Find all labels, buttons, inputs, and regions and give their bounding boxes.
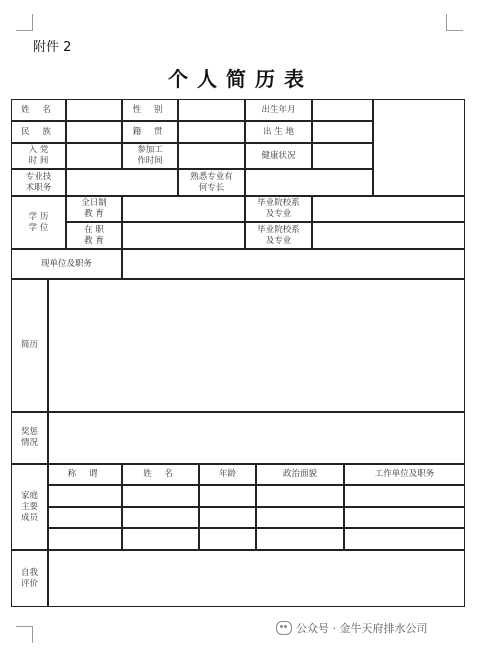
label-inservice-edu: 在 职 教 育 [66,222,122,249]
label-expertise: 熟悉专业有 何专长 [178,169,245,196]
label-current-position: 现单位及职务 [11,249,122,279]
family-row-3-work[interactable] [344,528,465,550]
family-row-2-name[interactable] [122,507,199,528]
family-row-1-name[interactable] [122,485,199,507]
label-graduate-school-inservice: 毕业院校系 及专业 [245,222,312,249]
field-current-position[interactable] [122,249,465,279]
field-birth[interactable] [312,99,373,121]
label-awards: 奖惩 情况 [11,412,48,464]
field-resume[interactable] [48,279,465,412]
label-self-eval: 自我 评价 [11,550,48,607]
family-header-relation: 称 谓 [48,464,122,485]
field-title-tech[interactable] [66,169,178,196]
label-birthplace: 出 生 地 [245,121,312,143]
wechat-icon [276,621,292,635]
photo-box [373,99,465,196]
field-native-place[interactable] [178,121,245,143]
label-party-join: 入 党 时 间 [11,143,66,169]
family-row-3-name[interactable] [122,528,199,550]
field-expertise[interactable] [245,169,373,196]
field-party-join[interactable] [66,143,122,169]
field-ethnicity[interactable] [66,121,122,143]
resume-form-table [12,100,466,608]
family-row-2-relation[interactable] [48,507,122,528]
label-gender: 性 别 [122,99,178,121]
label-family: 家庭 主要 成员 [11,464,48,550]
field-birthplace[interactable] [312,121,373,143]
family-row-2-political[interactable] [256,507,344,528]
family-row-1-relation[interactable] [48,485,122,507]
label-fulltime-edu: 全日制 教 育 [66,196,122,222]
form-title: 个人简历表 [168,67,313,91]
family-header-name: 姓 名 [122,464,199,485]
corner-mark-top-left [16,14,33,31]
family-row-3-relation[interactable] [48,528,122,550]
family-header-age: 年龄 [199,464,256,485]
family-row-3-age[interactable] [199,528,256,550]
label-birth: 出生年月 [245,99,312,121]
field-awards[interactable] [48,412,465,464]
family-header-political: 政治面貌 [256,464,344,485]
label-ethnicity: 民 族 [11,121,66,143]
family-row-1-work[interactable] [344,485,465,507]
family-row-2-work[interactable] [344,507,465,528]
label-title-tech: 专业技 术职务 [11,169,66,196]
label-name: 姓 名 [11,99,66,121]
field-self-eval[interactable] [48,550,465,607]
watermark [276,620,428,636]
field-graduate-school-fulltime[interactable] [312,196,465,222]
field-inservice-edu[interactable] [122,222,245,249]
family-row-1-age[interactable] [199,485,256,507]
family-row-1-political[interactable] [256,485,344,507]
label-native-place: 籍 贯 [122,121,178,143]
label-resume: 简历 [11,279,48,412]
watermark-text: 公众号 · 金牛天府排水公司 [296,622,428,635]
field-graduate-school-inservice[interactable] [312,222,465,249]
field-name[interactable] [66,99,122,121]
label-work-start: 参加工 作时间 [122,143,178,169]
family-header-work: 工作单位及职务 [344,464,465,485]
field-gender[interactable] [178,99,245,121]
label-health: 健康状况 [245,143,312,169]
family-row-2-age[interactable] [199,507,256,528]
corner-mark-bottom-left [16,626,33,643]
label-graduate-school-fulltime: 毕业院校系 及专业 [245,196,312,222]
field-work-start[interactable] [178,143,245,169]
family-row-3-political[interactable] [256,528,344,550]
attachment-label: 附件 2 [33,40,72,55]
corner-mark-top-right [446,14,463,31]
label-education: 学 历 学 位 [11,196,66,249]
field-health[interactable] [312,143,373,169]
field-fulltime-edu[interactable] [122,196,245,222]
